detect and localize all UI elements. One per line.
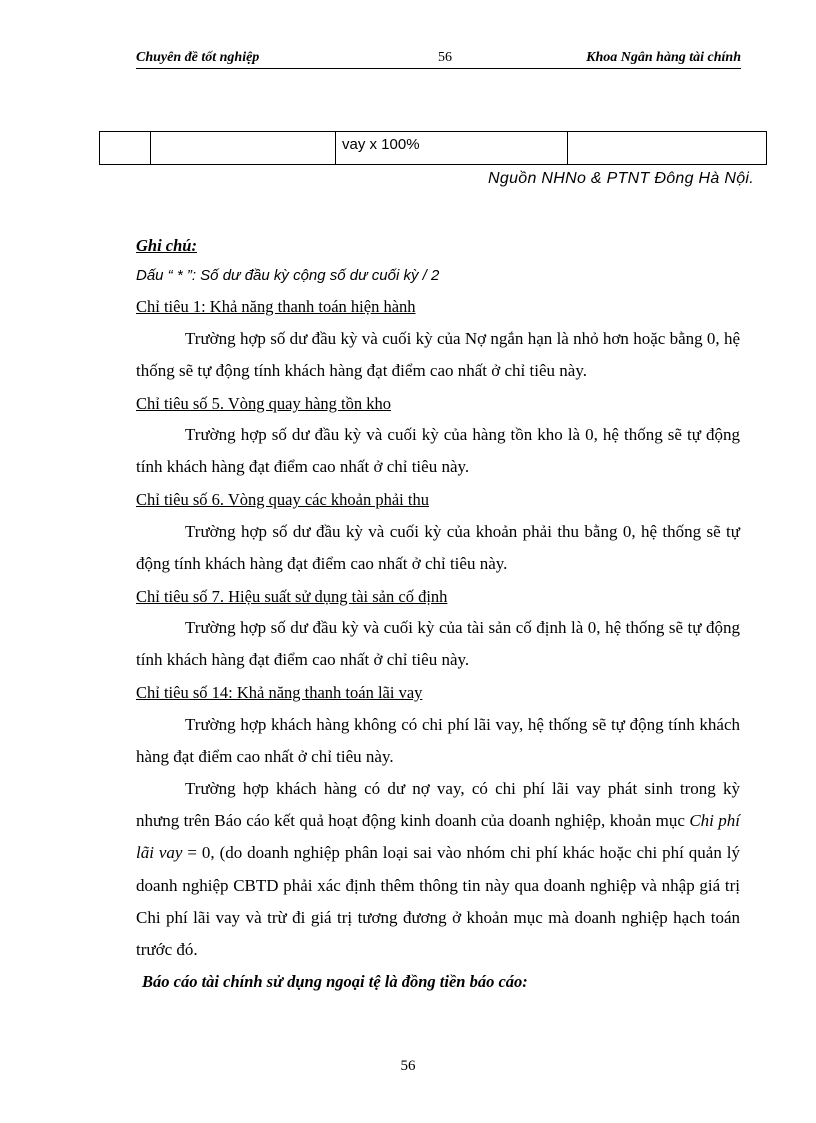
page-header — [136, 50, 741, 69]
header-page-number: 56 — [438, 50, 452, 65]
notes-title: Ghi chú: — [136, 236, 197, 255]
section-heading: Chỉ tiêu 1: Khả năng thanh toán hiện hành — [136, 297, 416, 316]
table-cell — [100, 132, 151, 165]
table-row — [100, 132, 767, 165]
section-paragraph: Trường hợp số dư đầu kỳ và cuối kỳ của khoản phải thu bằng 0, hệ thống sẽ tự động tính khách hàng đạt điểm cao nhất ở chỉ tiêu này. — [136, 522, 740, 574]
header-department: Khoa Ngân hàng tài chính — [586, 50, 741, 65]
section-heading: Chỉ tiêu số 5. Vòng quay hàng tồn kho — [136, 394, 391, 413]
closing-heading: Báo cáo tài chính sử dụng ngoại tệ là đồng tiền báo cáo: — [142, 972, 528, 991]
star-note: Dấu “ * ”: Số dư đầu kỳ cộng số dư cuối kỳ / 2 — [136, 267, 440, 284]
section-paragraph: Trường hợp số dư đầu kỳ và cuối kỳ của Nợ ngắn hạn là nhỏ hơn hoặc bằng 0, hệ thống sẽ tự động tính khách hàng đạt điểm cao nhất ở chỉ tiêu này. — [136, 329, 740, 381]
section-paragraph: Trường hợp khách hàng có dư nợ vay, có chi phí lãi vay phát sinh trong kỳ nhưng trên Báo cáo kết quả hoạt động kinh doanh của doanh nghiệp, khoản mục Chi phí lãi vay = 0, (do doanh nghiệp phân loại sai vào nhóm chi phí khác hoặc chi phí quản lý doanh nghiệp CBTD phải xác định thêm thông tin này qua doanh nghiệp và nhập giá trị Chi phí lãi vay và trừ đi giá trị tương đương ở khoản mục mà doanh nghiệp hạch toán trước đó. — [136, 779, 740, 960]
table-source: Nguồn NHNo & PTNT Đông Hà Nội. — [488, 170, 754, 187]
table-cell — [568, 132, 767, 165]
footer-page-number: 56 — [400, 1058, 416, 1074]
section-heading: Chỉ tiêu số 6. Vòng quay các khoản phải thu — [136, 490, 429, 509]
table-cell — [151, 132, 336, 165]
section-heading: Chỉ tiêu số 7. Hiệu suất sử dụng tài sản cố định — [136, 587, 448, 606]
section-heading: Chỉ tiêu số 14: Khả năng thanh toán lãi vay — [136, 683, 423, 702]
header-thesis-title: Chuyên đề tốt nghiệp — [136, 50, 260, 65]
table-fragment — [99, 131, 767, 165]
table-cell: vay x 100% — [336, 132, 568, 165]
section-paragraph: Trường hợp số dư đầu kỳ và cuối kỳ của tài sản cố định là 0, hệ thống sẽ tự động tính khách hàng đạt điểm cao nhất ở chỉ tiêu này. — [136, 618, 740, 670]
section-paragraph: Trường hợp khách hàng không có chi phí lãi vay, hệ thống sẽ tự động tính khách hàng đạt điểm cao nhất ở chỉ tiêu này. — [136, 715, 740, 767]
section-paragraph: Trường hợp số dư đầu kỳ và cuối kỳ của hàng tồn kho là 0, hệ thống sẽ tự động tính khách hàng đạt điểm cao nhất ở chỉ tiêu này. — [136, 425, 740, 477]
